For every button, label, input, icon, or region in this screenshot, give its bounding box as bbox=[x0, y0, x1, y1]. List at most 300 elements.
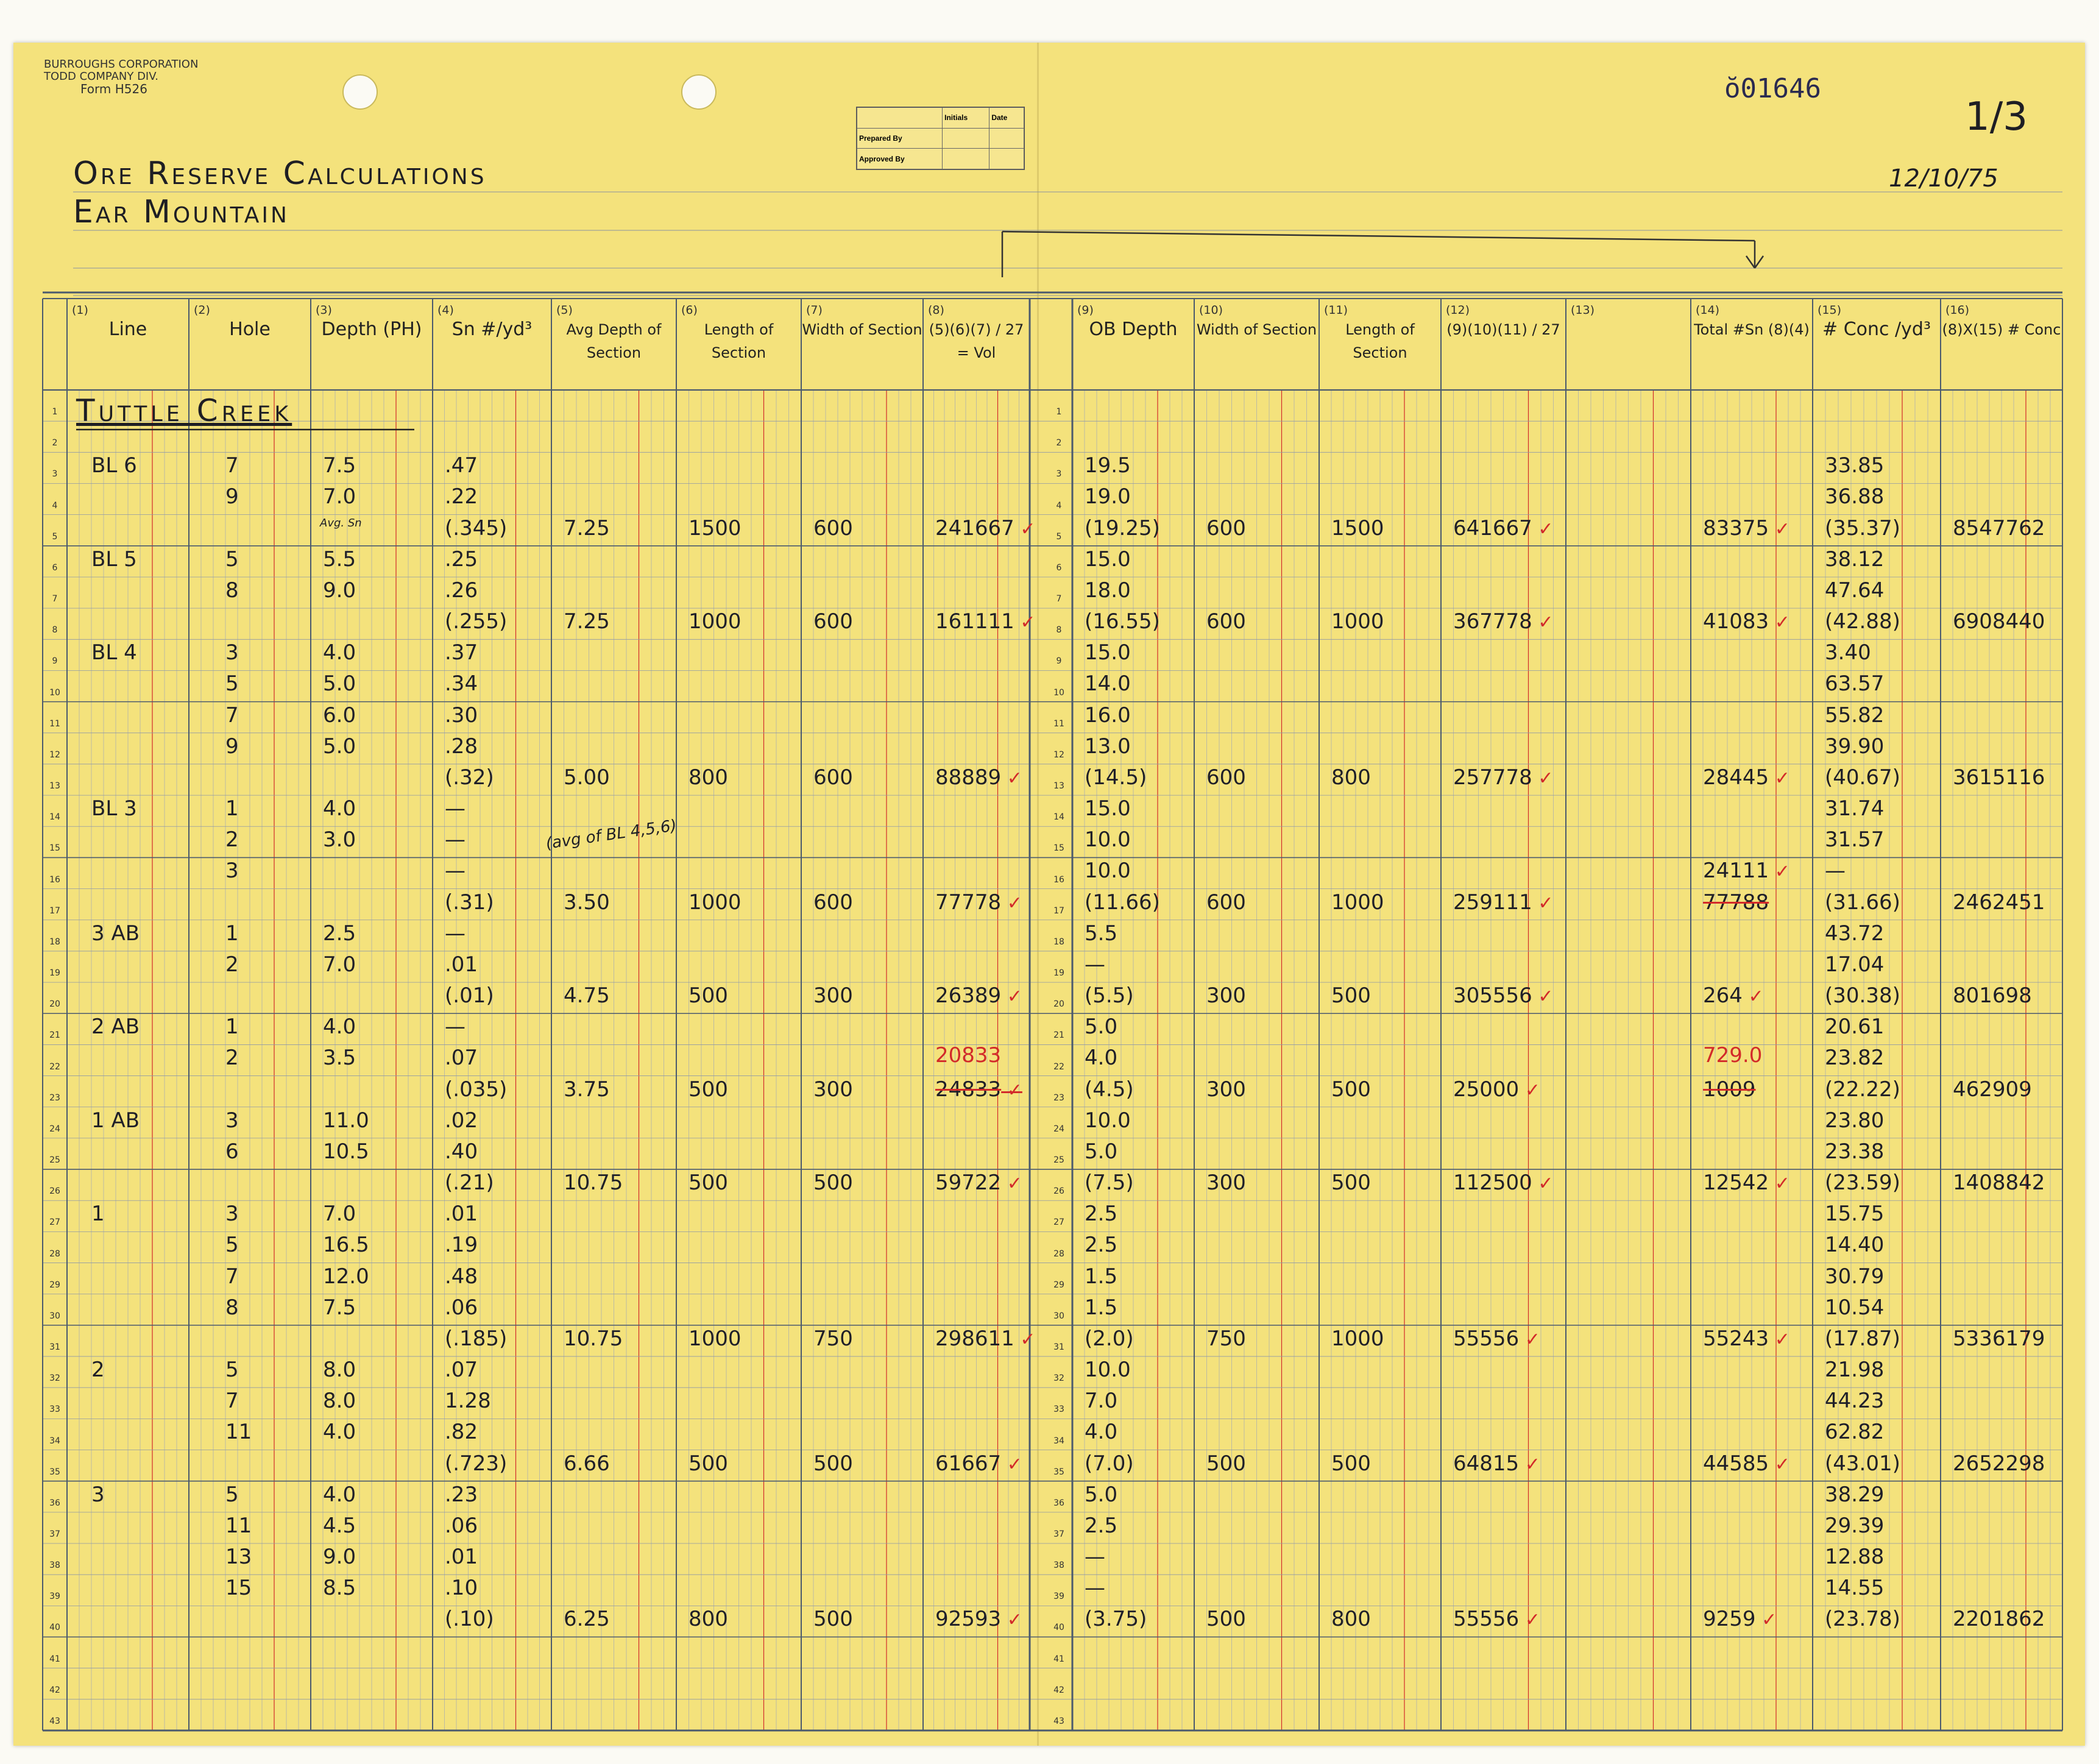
cell-c12: 55556 ✓ bbox=[1453, 1607, 1540, 1632]
page-mark: 1/3 bbox=[1965, 94, 2028, 140]
check-mark: ✓ bbox=[1532, 986, 1554, 1008]
row-number: 5 bbox=[1056, 531, 1062, 542]
cell-line: BL 3 bbox=[91, 796, 137, 821]
column-header: # Conc /yd³ bbox=[1822, 319, 1931, 340]
cell-l2: 500 bbox=[1331, 1077, 1371, 1102]
row-number: 31 bbox=[1053, 1342, 1064, 1353]
cell-line: 1 AB bbox=[91, 1108, 140, 1133]
check-mark: ✓ bbox=[1769, 518, 1790, 540]
cell-wid: 600 bbox=[813, 890, 853, 915]
row-number: 18 bbox=[1053, 937, 1064, 947]
column-header: Length of Section bbox=[704, 321, 774, 361]
cell-conc: 36.88 bbox=[1825, 484, 1885, 509]
row-number: 38 bbox=[49, 1560, 60, 1571]
cell-ob: (7.5) bbox=[1085, 1171, 1134, 1195]
column-header: Sn #/yd³ bbox=[451, 319, 533, 340]
cell-ob: 4.0 bbox=[1085, 1046, 1118, 1071]
check-mark: ✓ bbox=[1519, 1328, 1540, 1350]
cell-sn: (.185) bbox=[445, 1326, 508, 1351]
cell-ob: 5.0 bbox=[1085, 1015, 1118, 1040]
cell-ob: 2.5 bbox=[1085, 1202, 1118, 1227]
cell-w2: 600 bbox=[1206, 609, 1246, 634]
check-mark: ✓ bbox=[1001, 1079, 1022, 1101]
column-number: (15) bbox=[1818, 303, 1842, 317]
cell-wid: 500 bbox=[813, 1171, 853, 1195]
cell-conc: 43.72 bbox=[1825, 921, 1885, 946]
cell-tot-new: 729.0 bbox=[1703, 1043, 1763, 1068]
cell-depth: 4.0 bbox=[323, 796, 356, 821]
cell-len: 1500 bbox=[688, 515, 742, 540]
cell-hole: 3 bbox=[225, 1202, 239, 1227]
cell-conc: 38.29 bbox=[1825, 1482, 1885, 1507]
cell-c12: 305556 ✓ bbox=[1453, 983, 1554, 1008]
cell-avg: 7.25 bbox=[564, 515, 610, 540]
cell-conc: (23.78) bbox=[1825, 1607, 1900, 1632]
cell-wid: 600 bbox=[813, 609, 853, 634]
row-number: 17 bbox=[1053, 905, 1064, 916]
column-number: (14) bbox=[1696, 303, 1720, 317]
cell-hole: 5 bbox=[225, 1233, 239, 1258]
row-number: 10 bbox=[49, 687, 60, 698]
cell-tot: 55243 ✓ bbox=[1703, 1326, 1790, 1351]
cell-conc: 17.04 bbox=[1825, 952, 1885, 977]
row-number: 30 bbox=[49, 1311, 60, 1321]
cell-line: 3 AB bbox=[91, 921, 140, 946]
doc-date: 12/10/75 bbox=[1889, 165, 1998, 193]
check-mark: ✓ bbox=[1519, 1609, 1540, 1631]
row-number: 36 bbox=[1053, 1498, 1064, 1508]
cell-ob: (5.5) bbox=[1085, 983, 1134, 1008]
row-number: 40 bbox=[1053, 1623, 1064, 1633]
cell-line: BL 4 bbox=[91, 640, 137, 665]
cell-conc: (42.88) bbox=[1825, 609, 1900, 634]
cell-l2: 1000 bbox=[1331, 1326, 1384, 1351]
row-number: 18 bbox=[49, 937, 60, 947]
cell-sn: (.31) bbox=[445, 890, 494, 915]
cell-ob: 18.0 bbox=[1085, 578, 1131, 603]
cell-ob: 15.0 bbox=[1085, 547, 1131, 572]
cell-sn: .01 bbox=[445, 952, 478, 977]
cell-hole: 2 bbox=[225, 1046, 239, 1071]
cell-avg: 4.75 bbox=[564, 983, 610, 1008]
cell-line: BL 6 bbox=[91, 453, 137, 478]
cell-avg: 3.75 bbox=[564, 1077, 610, 1102]
row-number: 23 bbox=[49, 1093, 60, 1103]
column-header: Depth (PH) bbox=[321, 319, 422, 340]
row-number: 3 bbox=[52, 469, 58, 480]
column-number: (11) bbox=[1324, 303, 1348, 317]
check-mark: ✓ bbox=[1755, 1609, 1777, 1631]
check-mark: ✓ bbox=[1519, 1079, 1540, 1101]
cell-c12: 257778 ✓ bbox=[1453, 765, 1554, 790]
cell-w2: 500 bbox=[1206, 1607, 1246, 1632]
row-number: 13 bbox=[1053, 781, 1064, 792]
check-mark: ✓ bbox=[1014, 1328, 1036, 1350]
row-number: 2 bbox=[1056, 438, 1062, 448]
cell-c12: 112500 ✓ bbox=[1453, 1171, 1554, 1195]
check-mark: ✓ bbox=[1769, 1173, 1790, 1195]
cell-c12: 55556 ✓ bbox=[1453, 1326, 1540, 1351]
cell-len: 800 bbox=[688, 765, 728, 790]
cell-ob: 1.5 bbox=[1085, 1295, 1118, 1320]
row-number: 14 bbox=[49, 812, 60, 823]
cell-conc: 33.85 bbox=[1825, 453, 1885, 478]
row-number: 8 bbox=[1056, 625, 1062, 636]
check-mark: ✓ bbox=[1001, 1453, 1022, 1475]
cell-c16: 3615116 bbox=[1953, 765, 2045, 790]
cell-wid: 300 bbox=[813, 1077, 853, 1102]
cell-conc: 44.23 bbox=[1825, 1389, 1885, 1414]
cell-vol: 298611 ✓ bbox=[935, 1326, 1036, 1351]
check-mark: ✓ bbox=[1769, 612, 1790, 634]
row-number: 19 bbox=[1053, 968, 1064, 979]
cell-avg: 5.00 bbox=[564, 765, 610, 790]
column-number: (1) bbox=[72, 303, 88, 317]
row-number: 27 bbox=[49, 1217, 60, 1228]
row-number: 30 bbox=[1053, 1311, 1064, 1321]
check-mark: ✓ bbox=[1532, 518, 1554, 540]
check-mark: ✓ bbox=[1769, 767, 1790, 789]
row-number: 1 bbox=[1056, 407, 1062, 417]
cell-vol: 61667 ✓ bbox=[935, 1451, 1022, 1476]
column-number: (10) bbox=[1199, 303, 1223, 317]
cell-conc: 47.64 bbox=[1825, 578, 1885, 603]
cell-conc: 23.82 bbox=[1825, 1046, 1885, 1071]
stamp-approved: Approved By bbox=[857, 149, 943, 169]
cell-conc: 20.61 bbox=[1825, 1015, 1885, 1040]
row-number: 12 bbox=[49, 749, 60, 760]
cell-ob: (2.0) bbox=[1085, 1326, 1134, 1351]
cell-hole: 3 bbox=[225, 859, 239, 884]
cell-conc: (30.38) bbox=[1825, 983, 1900, 1008]
cell-len: 500 bbox=[688, 1077, 728, 1102]
cell-ob: 16.0 bbox=[1085, 703, 1131, 728]
row-number: 3 bbox=[1056, 469, 1062, 480]
row-number: 43 bbox=[49, 1716, 60, 1726]
cell-conc: (31.66) bbox=[1825, 890, 1900, 915]
cell-line: 1 bbox=[91, 1202, 105, 1227]
cell-tot: 264 ✓ bbox=[1703, 983, 1764, 1008]
cell-c16: 5336179 bbox=[1953, 1326, 2045, 1351]
cell-hole: 7 bbox=[225, 1264, 239, 1289]
check-mark: ✓ bbox=[1001, 986, 1022, 1008]
row-number: 24 bbox=[1053, 1124, 1064, 1134]
cell-depth: 7.5 bbox=[323, 453, 356, 478]
cell-hole: 5 bbox=[225, 1358, 239, 1383]
cell-sn: .23 bbox=[445, 1482, 478, 1507]
cell-ob: 2.5 bbox=[1085, 1233, 1118, 1258]
form-number: Form H526 bbox=[80, 82, 147, 96]
cell-w2: 500 bbox=[1206, 1451, 1246, 1476]
cell-w2: 300 bbox=[1206, 1077, 1246, 1102]
cell-sn: .19 bbox=[445, 1233, 478, 1258]
stamp-initials: Initials bbox=[943, 108, 989, 129]
column-header: Hole bbox=[229, 319, 271, 340]
cell-hole: 1 bbox=[225, 796, 239, 821]
column-number: (3) bbox=[316, 303, 332, 317]
cell-vol: 241667 ✓ bbox=[935, 515, 1036, 540]
row-number: 25 bbox=[1053, 1155, 1064, 1166]
cell-conc: 39.90 bbox=[1825, 734, 1885, 759]
cell-l2: 500 bbox=[1331, 1451, 1371, 1476]
column-header: Width of Section bbox=[1196, 321, 1317, 338]
row-number: 41 bbox=[1053, 1654, 1064, 1664]
row-number: 35 bbox=[1053, 1467, 1064, 1477]
cell-avg: 6.25 bbox=[564, 1607, 610, 1632]
cell-sn: — bbox=[445, 796, 465, 821]
cell-vol: 59722 ✓ bbox=[935, 1171, 1022, 1195]
check-mark: ✓ bbox=[1532, 612, 1554, 634]
cell-depth: 12.0 bbox=[323, 1264, 369, 1289]
column-number: (6) bbox=[681, 303, 698, 317]
cell-ob: 19.5 bbox=[1085, 453, 1131, 478]
cell-hole: 11 bbox=[225, 1513, 252, 1538]
cell-hole: 7 bbox=[225, 703, 239, 728]
row-number: 6 bbox=[52, 562, 58, 573]
check-mark: ✓ bbox=[1769, 861, 1790, 883]
check-mark: ✓ bbox=[1001, 892, 1022, 914]
cell-len: 500 bbox=[688, 983, 728, 1008]
cell-ob: (16.55) bbox=[1085, 609, 1160, 634]
cell-sn: .34 bbox=[445, 671, 478, 696]
cell-vol-struck: 24833 ✓ bbox=[935, 1077, 1022, 1102]
cell-conc: 55.82 bbox=[1825, 703, 1885, 728]
cell-conc: 63.57 bbox=[1825, 671, 1885, 696]
row-number: 28 bbox=[49, 1249, 60, 1259]
cell-hole: 8 bbox=[225, 1295, 239, 1320]
row-number: 39 bbox=[1053, 1592, 1064, 1602]
row-number: 31 bbox=[49, 1342, 60, 1353]
cell-tot: 44585 ✓ bbox=[1703, 1451, 1790, 1476]
cell-hole: 2 bbox=[225, 952, 239, 977]
cell-ob: 10.0 bbox=[1085, 1358, 1131, 1383]
cell-conc: — bbox=[1825, 859, 1846, 884]
cell-vol: 161111 ✓ bbox=[935, 609, 1036, 634]
cell-depth: 4.0 bbox=[323, 640, 356, 665]
cell-l2: 800 bbox=[1331, 765, 1371, 790]
cell-len: 500 bbox=[688, 1451, 728, 1476]
cell-depth: 3.0 bbox=[323, 827, 356, 852]
cell-sn: (.723) bbox=[445, 1451, 508, 1476]
cell-sn: .22 bbox=[445, 484, 478, 509]
cell-w2: 600 bbox=[1206, 515, 1246, 540]
check-mark: ✓ bbox=[1532, 892, 1554, 914]
avg-sn-note: Avg. Sn bbox=[320, 517, 362, 530]
cell-w2: 300 bbox=[1206, 983, 1246, 1008]
title-line1: Ore Reserve Calculations bbox=[73, 155, 487, 192]
row-number: 13 bbox=[49, 781, 60, 792]
cell-depth: 9.0 bbox=[323, 578, 356, 603]
row-number: 41 bbox=[49, 1654, 60, 1664]
row-number: 26 bbox=[1053, 1186, 1064, 1197]
cell-depth: 8.0 bbox=[323, 1389, 356, 1414]
row-number: 4 bbox=[52, 500, 58, 511]
cell-l2: 1500 bbox=[1331, 515, 1384, 540]
check-mark: ✓ bbox=[1742, 986, 1764, 1008]
row-number: 19 bbox=[49, 968, 60, 979]
column-number: (5) bbox=[556, 303, 573, 317]
cell-hole: 1 bbox=[225, 921, 239, 946]
cell-c16: 1408842 bbox=[1953, 1171, 2045, 1195]
cell-sn: .06 bbox=[445, 1513, 478, 1538]
cell-w2: 600 bbox=[1206, 890, 1246, 915]
row-number: 7 bbox=[1056, 594, 1062, 604]
cell-conc: 31.57 bbox=[1825, 827, 1885, 852]
cell-len: 1000 bbox=[688, 890, 742, 915]
cell-c16: 2201862 bbox=[1953, 1607, 2045, 1632]
column-number: (2) bbox=[194, 303, 210, 317]
column-header: Line bbox=[108, 319, 147, 340]
cell-sn: .02 bbox=[445, 1108, 478, 1133]
row-number: 29 bbox=[1053, 1280, 1064, 1290]
row-number: 11 bbox=[1053, 718, 1064, 729]
cell-sn: (.255) bbox=[445, 609, 508, 634]
cell-depth: 7.0 bbox=[323, 484, 356, 509]
cell-ob: — bbox=[1085, 952, 1105, 977]
cell-depth: 4.5 bbox=[323, 1513, 356, 1538]
cell-avg: 10.75 bbox=[564, 1326, 623, 1351]
cell-sn: .30 bbox=[445, 703, 478, 728]
check-mark: ✓ bbox=[1532, 1173, 1554, 1195]
cell-len: 1000 bbox=[688, 609, 742, 634]
check-mark: ✓ bbox=[1001, 1173, 1022, 1195]
document-number: ŏ01646 bbox=[1724, 73, 1821, 104]
cell-sn: .26 bbox=[445, 578, 478, 603]
cell-sn: .47 bbox=[445, 453, 478, 478]
row-number: 28 bbox=[1053, 1249, 1064, 1259]
row-number: 10 bbox=[1053, 687, 1064, 698]
cell-sn: .28 bbox=[445, 734, 478, 759]
cell-vol: 26389 ✓ bbox=[935, 983, 1022, 1008]
cell-len: 800 bbox=[688, 1607, 728, 1632]
column-number: (8) bbox=[928, 303, 944, 317]
cell-depth: 8.5 bbox=[323, 1576, 356, 1601]
cell-sn: .06 bbox=[445, 1295, 478, 1320]
cell-ob: — bbox=[1085, 1576, 1105, 1601]
column-header: Width of Section bbox=[802, 321, 922, 338]
row-number: 29 bbox=[49, 1280, 60, 1290]
cell-tot-struck: 77788 bbox=[1703, 890, 1769, 915]
cell-c12: 367778 ✓ bbox=[1453, 609, 1554, 634]
cell-tot: 41083 ✓ bbox=[1703, 609, 1790, 634]
cell-sn: .01 bbox=[445, 1202, 478, 1227]
cell-depth: 4.0 bbox=[323, 1015, 356, 1040]
cell-ob: 1.5 bbox=[1085, 1264, 1118, 1289]
cell-wid: 500 bbox=[813, 1607, 853, 1632]
cell-sn: .10 bbox=[445, 1576, 478, 1601]
cell-sn: — bbox=[445, 859, 465, 884]
stamp-prepared: Prepared By bbox=[857, 128, 943, 149]
cell-c16: 6908440 bbox=[1953, 609, 2045, 634]
check-mark: ✓ bbox=[1769, 1453, 1790, 1475]
row-number: 35 bbox=[49, 1467, 60, 1477]
cell-sn: 1.28 bbox=[445, 1389, 491, 1414]
cell-conc: (23.59) bbox=[1825, 1171, 1900, 1195]
cell-avg: 3.50 bbox=[564, 890, 610, 915]
row-number: 6 bbox=[1056, 562, 1062, 573]
row-number: 39 bbox=[49, 1592, 60, 1602]
cell-sn: .48 bbox=[445, 1264, 478, 1289]
cell-conc: 15.75 bbox=[1825, 1202, 1885, 1227]
column-header: Total #Sn (8)(4) bbox=[1694, 321, 1810, 338]
cell-wid: 500 bbox=[813, 1451, 853, 1476]
column-number: (13) bbox=[1571, 303, 1595, 317]
row-number: 16 bbox=[49, 874, 60, 885]
cell-l2: 1000 bbox=[1331, 609, 1384, 634]
cell-l2: 500 bbox=[1331, 983, 1371, 1008]
row-number: 9 bbox=[52, 656, 58, 667]
cell-conc: 31.74 bbox=[1825, 796, 1885, 821]
row-number: 23 bbox=[1053, 1093, 1064, 1103]
row-number: 34 bbox=[1053, 1436, 1064, 1446]
cell-wid: 600 bbox=[813, 515, 853, 540]
cell-depth: 5.0 bbox=[323, 734, 356, 759]
cell-ob: (11.66) bbox=[1085, 890, 1160, 915]
cell-depth: 4.0 bbox=[323, 1482, 356, 1507]
row-number: 24 bbox=[49, 1124, 60, 1134]
row-number: 4 bbox=[1056, 500, 1062, 511]
column-number: (16) bbox=[1945, 303, 1970, 317]
row-number: 43 bbox=[1053, 1716, 1064, 1726]
row-number: 22 bbox=[1053, 1061, 1064, 1072]
cell-ob: (3.75) bbox=[1085, 1607, 1147, 1632]
cell-conc: 62.82 bbox=[1825, 1420, 1885, 1445]
bracket-arrowhead bbox=[1755, 256, 1763, 268]
row-number: 7 bbox=[52, 594, 58, 604]
bracket-arrowhead bbox=[1746, 256, 1755, 268]
cell-hole: 5 bbox=[225, 671, 239, 696]
column-number: (9) bbox=[1077, 303, 1094, 317]
cell-line: 2 AB bbox=[91, 1015, 140, 1040]
cell-vol: 77778 ✓ bbox=[935, 890, 1022, 915]
check-mark: ✓ bbox=[1532, 767, 1554, 789]
row-number: 26 bbox=[49, 1186, 60, 1197]
cell-conc: 14.55 bbox=[1825, 1576, 1885, 1601]
cell-w2: 600 bbox=[1206, 765, 1246, 790]
company-line2: TODD COMPANY DIV. bbox=[44, 70, 158, 83]
cell-c12: 25000 ✓ bbox=[1453, 1077, 1540, 1102]
cell-sn: .07 bbox=[445, 1046, 478, 1071]
company-line1: BURROUGHS CORPORATION bbox=[44, 58, 199, 71]
cell-sn: (.10) bbox=[445, 1607, 494, 1632]
cell-conc: 12.88 bbox=[1825, 1545, 1885, 1570]
cell-c12: 64815 ✓ bbox=[1453, 1451, 1540, 1476]
check-mark: ✓ bbox=[1519, 1453, 1540, 1475]
cell-depth: 8.0 bbox=[323, 1358, 356, 1383]
cell-hole: 6 bbox=[225, 1139, 239, 1164]
cell-conc: (35.37) bbox=[1825, 515, 1900, 540]
cell-ob: 5.0 bbox=[1085, 1139, 1118, 1164]
cell-hole: 11 bbox=[225, 1420, 252, 1445]
cell-ob: (19.25) bbox=[1085, 515, 1160, 540]
row-number: 16 bbox=[1053, 874, 1064, 885]
cell-sn: (.01) bbox=[445, 983, 494, 1008]
row-number: 38 bbox=[1053, 1560, 1064, 1571]
cell-ob: 4.0 bbox=[1085, 1420, 1118, 1445]
cell-conc: 3.40 bbox=[1825, 640, 1871, 665]
cell-tot: 24111 ✓ bbox=[1703, 859, 1790, 884]
check-mark: ✓ bbox=[1769, 1328, 1790, 1350]
cell-ob: 10.0 bbox=[1085, 1108, 1131, 1133]
row-number: 21 bbox=[1053, 1030, 1064, 1041]
cell-vol: 92593 ✓ bbox=[935, 1607, 1022, 1632]
column-header: Avg Depth of Section bbox=[566, 321, 662, 361]
cell-conc: (40.67) bbox=[1825, 765, 1900, 790]
cell-ob: 10.0 bbox=[1085, 859, 1131, 884]
row-number: 33 bbox=[49, 1404, 60, 1415]
avg-of-note: (avg of BL 4,5,6) bbox=[544, 816, 678, 853]
cell-tot: 12542 ✓ bbox=[1703, 1171, 1790, 1195]
